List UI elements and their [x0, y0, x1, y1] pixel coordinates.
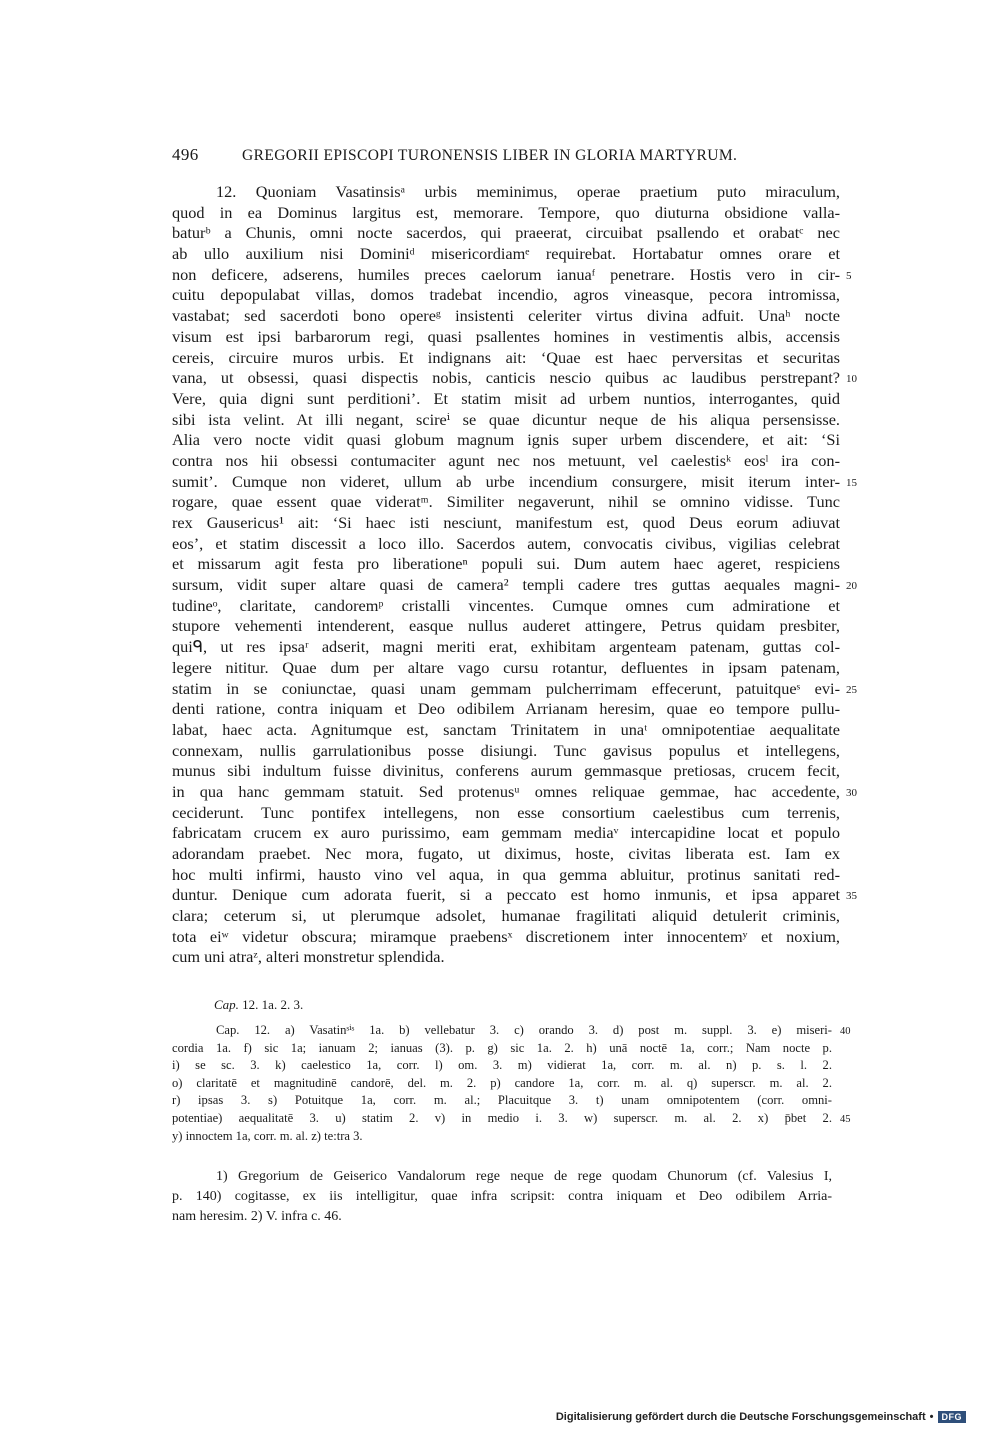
line-text: non deficere, adserens, humiles preces caelorum ianuaᶠ penetrare. Hostis vero in cir-: [172, 264, 840, 284]
line-text: in qua hanc gemmam statuit. Sed protenusᵘ omnes reliquae gemmae, hac accedente,: [172, 781, 840, 801]
line-number: 15: [846, 476, 857, 489]
text-line: [172, 554, 840, 575]
text-line: [172, 865, 840, 886]
apparatus-text: Cap. 12. a) Vasatinˢⁱˢ 1a. b) vellebatur 3. c) orando 3. d) post m. suppl. 3. e) miseri-: [216, 1023, 832, 1037]
text-line: [172, 264, 852, 286]
line-text: duntur. Denique cum adorata fuerit, si a peccato est homo inmunis, et ipsa apparet: [172, 885, 840, 905]
apparatus-line: [172, 1040, 832, 1058]
text-line: [172, 368, 857, 389]
text-line: [172, 596, 840, 617]
text-line: [172, 410, 840, 431]
line-text: legere nititur. Quae dum per altare vago cursu rotantur, defluentes in ipsam patenam,: [172, 657, 840, 677]
apparatus-line: [172, 1110, 851, 1128]
text-line: [172, 741, 840, 762]
apparatus-text: r) ipsas 3. s) Potuitque 1a, corr. m. al.; Placuitque 3. t) unam omnipotentem (corr. omni-: [172, 1093, 832, 1108]
line-text: visum est ipsi barbarorum regi, quasi psallentes homines in vestimentis albis, accensis: [172, 326, 840, 346]
footnote-line: 1) Gregorium de Geiserico Vandalorum rege neque de rege quodam Chunorum (cf. Valesius I,: [216, 1169, 832, 1184]
apparatus-line: [172, 1075, 832, 1093]
apparatus-text: y) innoctem 1a, corr. m. al. z) te:tra 3.: [172, 1128, 363, 1143]
text-line: [172, 781, 857, 803]
text-line: [172, 182, 840, 203]
chapter-source-note: [214, 997, 303, 1013]
line-text: Vere, quia digni sunt perditioni’. Et statim misit ad urbem nuntios, interrogantes, quid: [172, 388, 840, 408]
line-text: stupore vehementi intenderent, easque nullus auderet attingere, Petrus quidam presbiter,: [172, 616, 840, 636]
text-line: [172, 906, 840, 927]
text-line: [172, 761, 840, 782]
line-text: adorandam praebet. Nec mora, fugato, ut diximus, hoste, civitas liberata est. Iam ex: [172, 844, 840, 863]
line-number: 30: [846, 786, 857, 799]
chapter-sources: 12. 1a. 2. 3.: [242, 997, 304, 1012]
text-line: [172, 306, 840, 327]
text-line: [172, 575, 857, 596]
page-number: 496: [172, 145, 199, 164]
line-text: rogare, quae essent quae videratᵐ. Similiter negaverunt, nihil se omnino vidisse. Tunc: [172, 492, 840, 512]
apparatus-text: o) claritatē et magnitudinē candorē, del. m. 2. p) candore 1a, corr. m. al. q) superscr. m. al. 2.: [172, 1075, 832, 1090]
text-line: [172, 823, 840, 844]
line-text: cum uni atraᶻ, alteri monstretur splendida.: [172, 947, 445, 967]
line-text: quiᑫ, ut res ipsaʳ adserit, magni meriti erat, exhibitam argenteam patenam, guttas col-: [172, 637, 840, 657]
text-line: [172, 327, 840, 348]
line-text: hoc multi infirmi, hausto vino vel aqua, in qua gemma abluitur, protinus sanitati red-: [172, 864, 840, 884]
text-line: [172, 637, 840, 658]
line-text: fabricatam crucem ex auro purissimo, eam gemmam mediaᵛ intercapidine locat et populo: [172, 823, 840, 843]
line-number: 10: [846, 373, 857, 386]
apparatus-line: [172, 1128, 832, 1146]
digitization-credit: [556, 1411, 966, 1423]
apparatus-text: cordia 1a. f) sic 1a; ianuam 2; ianuas (3). p. g) sic 1a. 2. h) unā noctē 1a, corr.; Nam nocte p.: [172, 1040, 832, 1055]
text-line: [172, 471, 857, 493]
line-number: 45: [840, 1113, 851, 1125]
running-title: GREGORII EPISCOPI TURONENSIS LIBER IN GLORIA MARTYRUM.: [242, 147, 738, 164]
apparatus-text: potentiae) aequalitatē 3. u) statim 2. v) in medio i. 3. w) superscr. m. al. 2. x) p̄bet 2.: [172, 1110, 832, 1125]
text-line: [172, 844, 840, 865]
line-text: connexam, nullis garrulationibus posse disiungi. Tunc gavisus populus et intellegens,: [172, 740, 840, 760]
credit-text: Digitalisierung gefördert durch die Deutsche Forschungsgemeinschaft: [555, 1411, 926, 1423]
line-text: labat, haec acta. Agnitumque est, sanctam Trinitatem in unaᵗ omnipotentiae aequalitate: [172, 719, 840, 739]
text-line: [172, 492, 840, 513]
main-text: [172, 182, 857, 968]
text-line: [172, 927, 840, 948]
critical-apparatus: [172, 1022, 851, 1145]
line-text: ab ullo auxilium nisi Dominiᵈ misericordiamᵉ requirebat. Hortabatur omnes orare et: [172, 244, 840, 264]
line-text: rex Gausericus¹ ait: ‘Si haec isti nesciunt, manifestum est, quod Deus eorum adiuvat: [172, 513, 840, 532]
line-number: 25: [846, 683, 857, 696]
text-line: [172, 203, 840, 224]
credit-separator: •: [929, 1411, 934, 1423]
line-text: baturᵇ a Chunis, omni nocte sacerdos, qui praeerat, circuibat psallendo et orabatᶜ nec: [172, 223, 840, 243]
line-text: vana, ut obsessi, quasi dispectis nobis, canticis nescio quibus ac laudibus perstrepant?: [172, 368, 840, 388]
text-line: [172, 720, 840, 741]
footnote-line: nam heresim. 2) V. infra c. 46.: [172, 1209, 342, 1224]
line-text: eos’, et statim discessit a loco illo. Sacerdos autem, convocatis civibus, vigilias celebrat: [172, 533, 840, 553]
apparatus-text: i) se sc. 3. k) caelestico 1a, corr. l) om. 3. m) vidierat 1a, corr. m. al. n) p. s. l. 2.: [172, 1058, 832, 1073]
text-line: [172, 285, 840, 306]
footnote-line: p. 140) cogitasse, ex iis intelligitur, quae infra scripsit: contra iniquam et Deo odibilem Arria-: [172, 1189, 832, 1204]
text-line: [172, 534, 840, 555]
text-line: [172, 885, 857, 906]
text-line: [172, 513, 840, 534]
line-text: 12. Quoniam Vasatinsisᵃ urbis meminimus, operae praetium puto miraculum,: [216, 182, 840, 201]
text-line: [172, 244, 840, 265]
line-text: ceciderunt. Tunc pontifex intellegens, non esse consortium caelestibus cum terrenis,: [172, 802, 840, 822]
line-text: munus sibi indultum fuisse divinitus, conferens aurum gemmasque pretiosas, crucem fecit,: [172, 761, 840, 781]
text-line: [172, 616, 840, 637]
text-line: [172, 451, 840, 472]
apparatus-line: [172, 1092, 832, 1110]
line-text: tota eiʷ videtur obscura; miramque praebensˣ discretionem inter innocentemʸ et noxium,: [172, 926, 840, 946]
text-line: [172, 699, 840, 720]
text-line: [172, 389, 840, 410]
text-line: [172, 348, 840, 369]
text-line: [172, 803, 840, 824]
line-text: clara; ceterum si, ut plerumque adsolet, humanae fragilitati aliquid detulerit criminis,: [172, 906, 840, 926]
chapter-abbrev: Cap.: [214, 997, 239, 1012]
line-text: denti ratione, contra iniquam et Deo odibilem Arrianam heresim, quae eo tempore pullu-: [172, 699, 840, 719]
text-line: [172, 678, 857, 700]
text-line: [172, 947, 840, 968]
line-number: 40: [840, 1026, 851, 1037]
line-text: cereis, circuire muros urbis. Et indignans ait: ‘Quae est haec perversitas et securitas: [172, 347, 840, 367]
text-line: [172, 223, 840, 244]
line-text: vastabat; sed sacerdoti bono opereᵍ insistenti celeriter virtus divina adfuit. Unaʰ nocte: [172, 306, 840, 326]
running-header: [172, 145, 782, 165]
dfg-logo-icon: DFG: [938, 1411, 967, 1423]
line-text: tudineᵒ, claritate, candoremᵖ cristalli vincentes. Cumque omnes cum admiratione et: [172, 595, 840, 615]
line-text: et missarum agit festa pro liberationeⁿ populi sui. Dum autem haec ageret, respiciens: [172, 554, 840, 574]
text-line: [172, 430, 840, 451]
footnotes: [172, 1167, 832, 1227]
apparatus-line: [172, 1022, 851, 1040]
line-text: sibi ista velint. At illi negant, scireⁱ se quae dicuntur neque de his aliqua persensisse.: [172, 409, 840, 429]
text-line: [172, 658, 840, 679]
line-text: quod in ea Dominus largitus est, memorare. Tempore, quo diuturna obsidione valla-: [172, 202, 840, 222]
line-text: Alia vero nocte vidit quasi globum magnum ignis super urbem discendere, et ait: ‘Si: [172, 430, 840, 450]
line-number: 20: [846, 580, 857, 593]
line-text: statim in se coniunctae, quasi unam gemmam pulcherrimam effecerunt, patuitqueˢ evi-: [172, 678, 840, 698]
line-text: cuitu depopulabat villas, domos tradebat incendio, agros vineasque, pecora intromissa,: [172, 285, 840, 305]
line-text: contra nos hii obsessi contumaciter agunt nec nos metuunt, vel caelestisᵏ eosˡ ira con-: [172, 450, 840, 470]
line-text: sumit’. Cumque non videret, ullum ab urbe incendium consurgere, misit iterum inter-: [172, 471, 840, 491]
apparatus-line: [172, 1057, 832, 1075]
line-number: 35: [846, 890, 857, 903]
line-number: 5: [846, 269, 852, 282]
line-text: sursum, vidit super altare quasi de camera² templi cadere tres guttas aequales magni-: [172, 575, 840, 595]
